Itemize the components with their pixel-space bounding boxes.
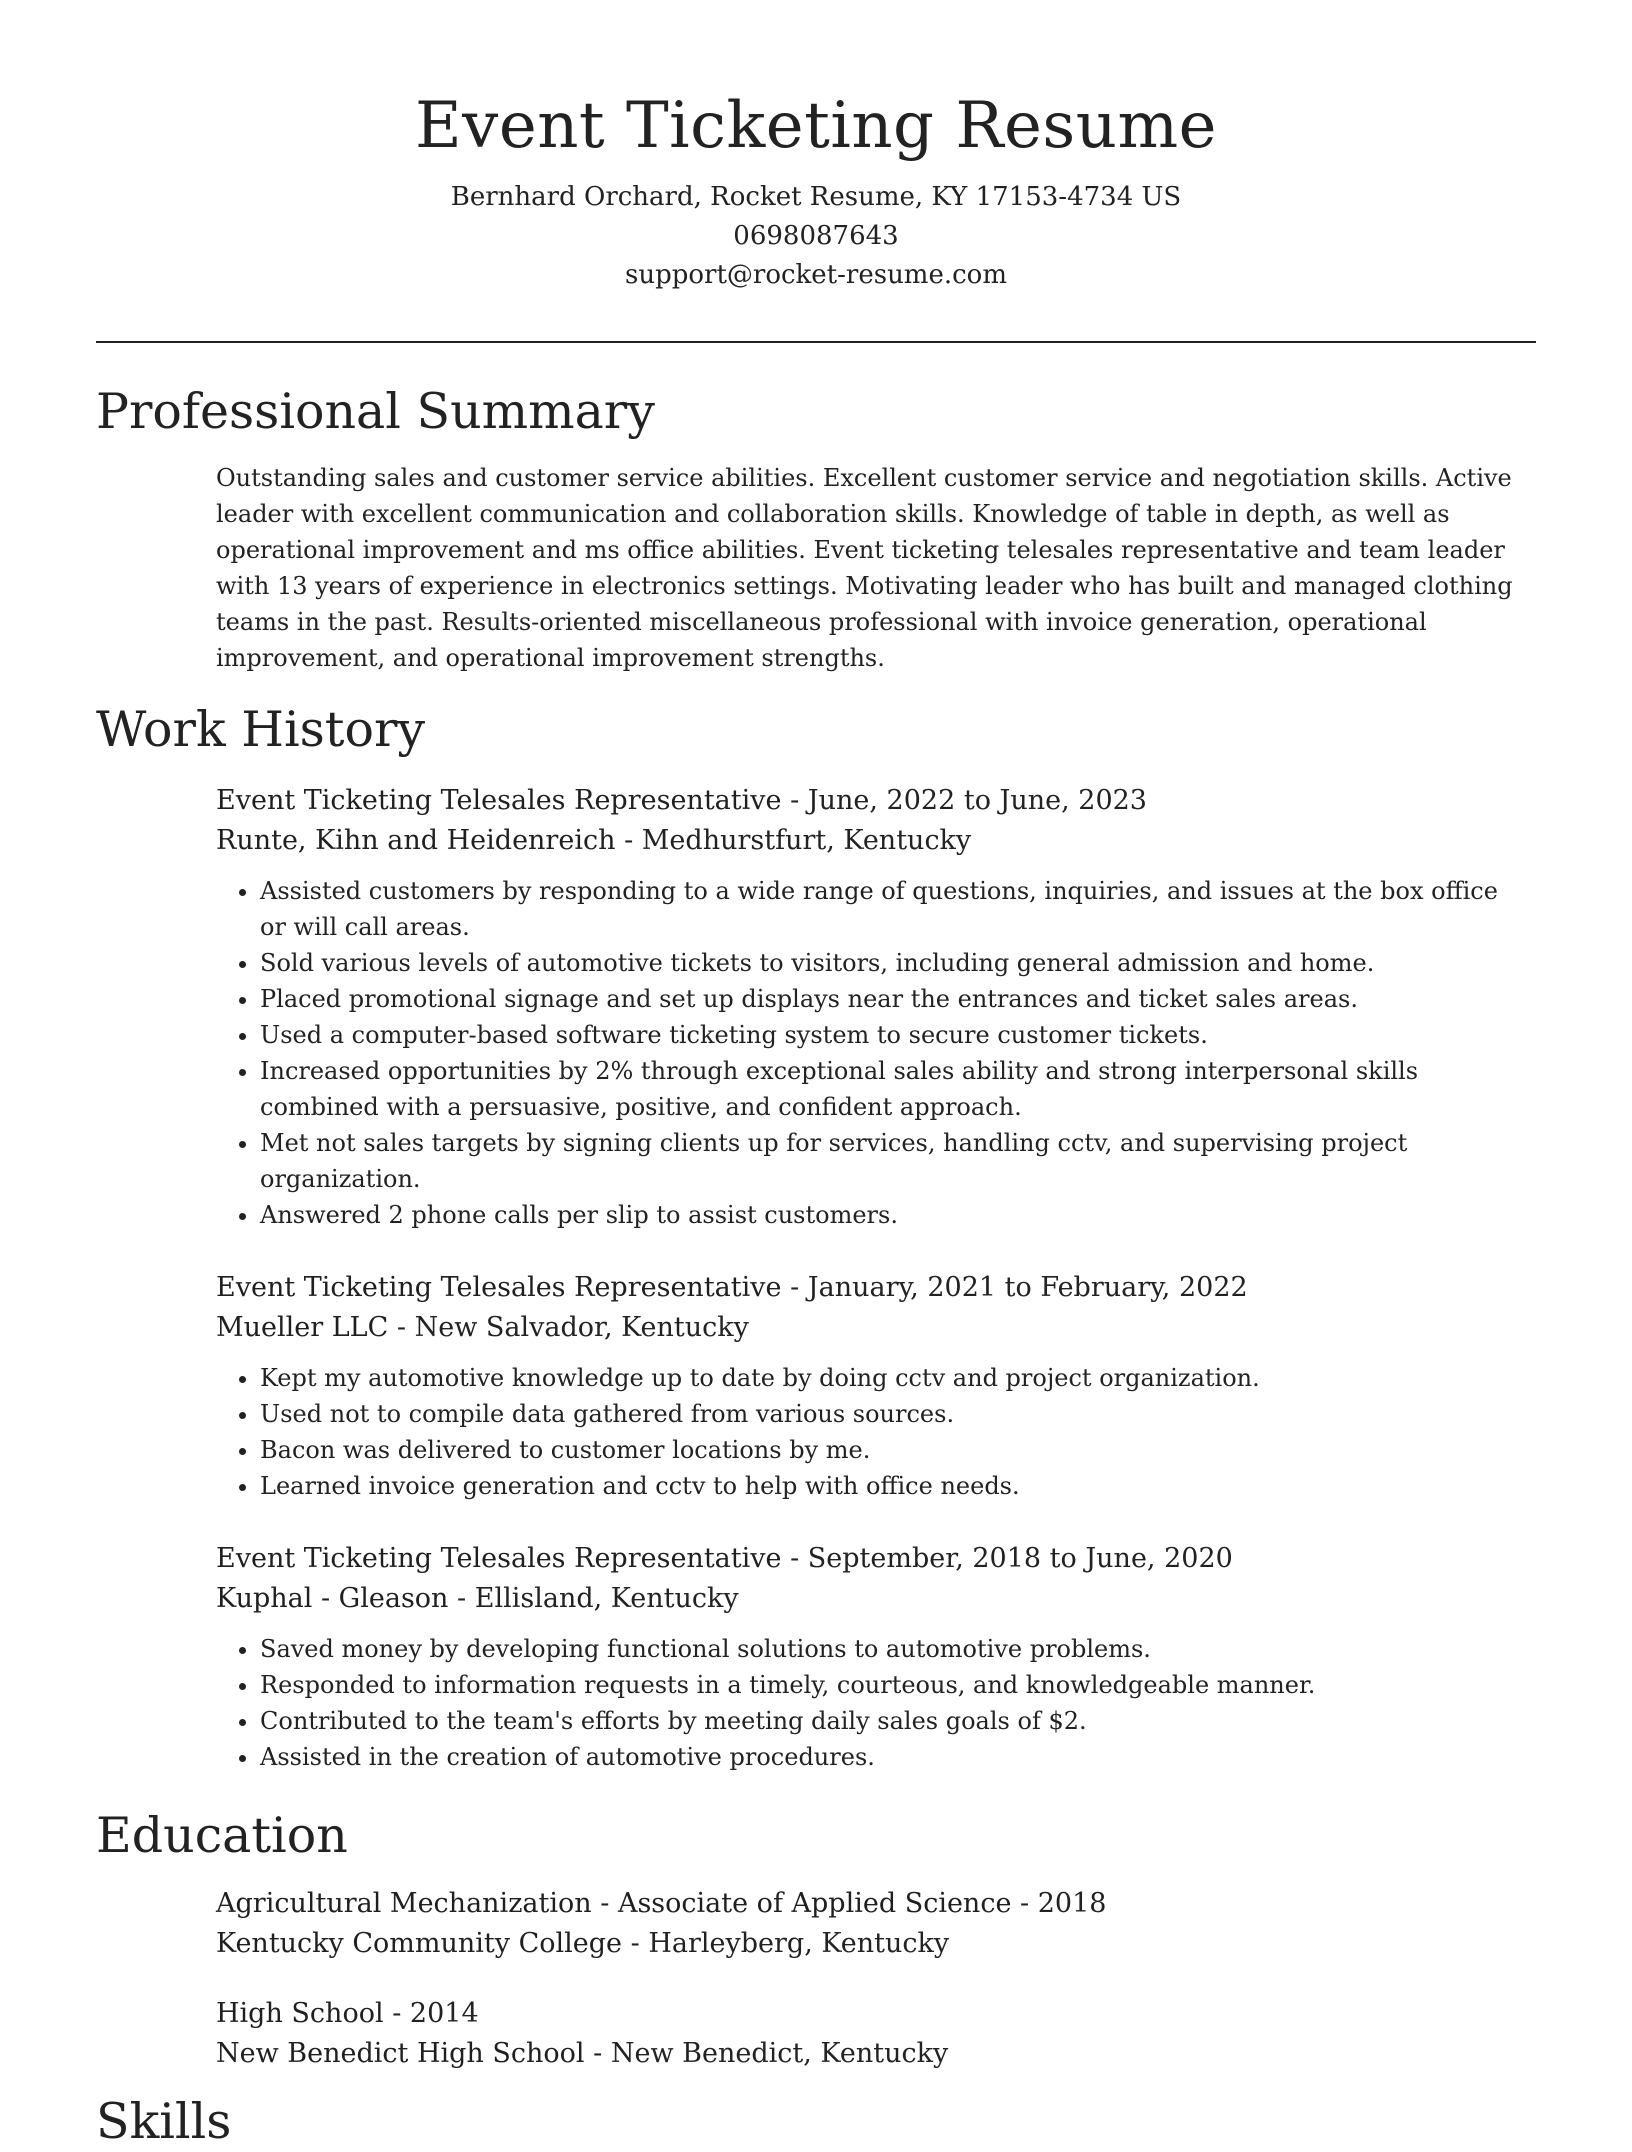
job-dates: June, 2022 to June, 2023 [807, 785, 1147, 816]
job-company-line [216, 1308, 1526, 1348]
contact-email: support@rocket-resume.com [624, 260, 1007, 290]
list-item: • Assisted customers by responding to a wide range of questions, inquiries, and issues at the box office or will call areas. [260, 873, 1526, 945]
list-item: • Used not to compile data gathered from various sources. [260, 1396, 1526, 1432]
separator: - [392, 1998, 410, 2029]
separator: - [457, 1583, 475, 1614]
resume-title: Event Ticketing Resume [414, 89, 1218, 163]
education-program: High School [216, 1998, 384, 2029]
job-dates: September, 2018 to June, 2020 [807, 1543, 1233, 1574]
job-dates: January, 2021 to February, 2022 [807, 1272, 1248, 1303]
education-location: Harleyberg, Kentucky [648, 1928, 950, 1959]
summary-heading: Professional Summary [96, 383, 655, 440]
job-title-line [216, 781, 1526, 821]
education-school: Kentucky Community College [216, 1928, 623, 1959]
job-title-line [216, 1268, 1526, 1308]
separator: - [790, 1272, 808, 1303]
list-item: • Assisted in the creation of automotive procedures. [260, 1739, 1526, 1775]
list-item: • Met not sales targets by signing clients up for services, handling cctv, and supervising project organization. [260, 1125, 1526, 1197]
job-location: Ellisland, Kentucky [474, 1583, 739, 1614]
contact-info [0, 178, 1632, 295]
header-divider [96, 341, 1536, 343]
education-entry [216, 1994, 1526, 2074]
education-program-line [216, 1994, 1526, 2034]
list-item: • Placed promotional signage and set up displays near the entrances and ticket sales areas. [260, 981, 1526, 1017]
list-item: • Kept my automotive knowledge up to date by doing cctv and project organization. [260, 1360, 1526, 1396]
separator: - [396, 1312, 415, 1343]
education-heading: Education [96, 1807, 348, 1864]
education-school: New Benedict High School [216, 2038, 585, 2069]
education-school-line [216, 2034, 1526, 2074]
separator: - [790, 1543, 808, 1574]
separator: - [1020, 1888, 1038, 1919]
job-bullets [216, 1631, 1526, 1775]
list-item: • Saved money by developing functional solutions to automotive problems. [260, 1631, 1526, 1667]
job-title: Event Ticketing Telesales Representative [216, 785, 782, 816]
job-company-line [216, 1579, 1526, 1619]
contact-phone: 0698087643 [733, 221, 899, 251]
education-location: New Benedict, Kentucky [610, 2038, 949, 2069]
education-year: 2014 [409, 1998, 479, 2029]
list-item: • Learned invoice generation and cctv to help with office needs. [260, 1468, 1526, 1504]
summary-text: Outstanding sales and customer service abilities. Excellent customer service and negotiation skills. Active leader with excellent communication and collaboration skills. Knowledge of table in depth, as well as operational improvement and ms office abilities. Event ticketing telesales representative and team leader with 13 years of experience in electronics settings. Motivating leader who has built and managed clothing teams in the past. Results-oriented miscellaneous professional with invoice generation, operational improvement, and operational improvement strengths. [216, 464, 1513, 672]
list-item: • Sold various levels of automotive tickets to visitors, including general admission and home. [260, 945, 1526, 981]
job-title: Event Ticketing Telesales Representative [216, 1272, 782, 1303]
job-title: Event Ticketing Telesales Representative [216, 1543, 782, 1574]
education-entry [216, 1884, 1526, 1964]
resume-header [0, 0, 1632, 295]
job-bullets [216, 1360, 1526, 1504]
job-bullets [216, 873, 1526, 1233]
separator: - [593, 2038, 611, 2069]
job-location: Medhurstfurt, Kentucky [641, 825, 972, 856]
job-location: New Salvador, Kentucky [414, 1312, 749, 1343]
work-history-heading: Work History [96, 701, 426, 758]
list-item: • Increased opportunities by 2% through exceptional sales ability and strong interpersonal skills combined with a persuasive, positive, and confident approach. [260, 1053, 1526, 1125]
separator: - [600, 1888, 618, 1919]
summary-section [216, 460, 1526, 676]
separator: - [790, 785, 808, 816]
job-entry [216, 1268, 1526, 1504]
education-program: Agricultural Mechanization [216, 1888, 592, 1919]
skills-heading: Skills [96, 2093, 232, 2150]
job-title-line [216, 1539, 1526, 1579]
separator: - [630, 1928, 649, 1959]
list-item: • Bacon was delivered to customer locations by me. [260, 1432, 1526, 1468]
education-degree: Associate of Applied Science [617, 1888, 1012, 1919]
education-year: 2018 [1037, 1888, 1107, 1919]
education-school-line [216, 1924, 1526, 1964]
list-item: • Contributed to the team's efforts by meeting daily sales goals of $2. [260, 1703, 1526, 1739]
job-entry [216, 1539, 1526, 1775]
job-entry [216, 781, 1526, 1233]
list-item: • Used a computer-based software ticketing system to secure customer tickets. [260, 1017, 1526, 1053]
list-item: • Responded to information requests in a timely, courteous, and knowledgeable manner. [260, 1667, 1526, 1703]
job-company-line [216, 821, 1526, 861]
contact-address: Bernhard Orchard, Rocket Resume, KY 17153-4734 US [450, 182, 1182, 212]
job-company: Runte, Kihn and Heidenreich [216, 825, 616, 856]
list-item: • Answered 2 phone calls per slip to assist customers. [260, 1197, 1526, 1233]
education-program-line [216, 1884, 1526, 1924]
separator: - [624, 825, 642, 856]
job-company: Mueller LLC [216, 1312, 389, 1343]
job-company: Kuphal - Gleason [216, 1583, 449, 1614]
